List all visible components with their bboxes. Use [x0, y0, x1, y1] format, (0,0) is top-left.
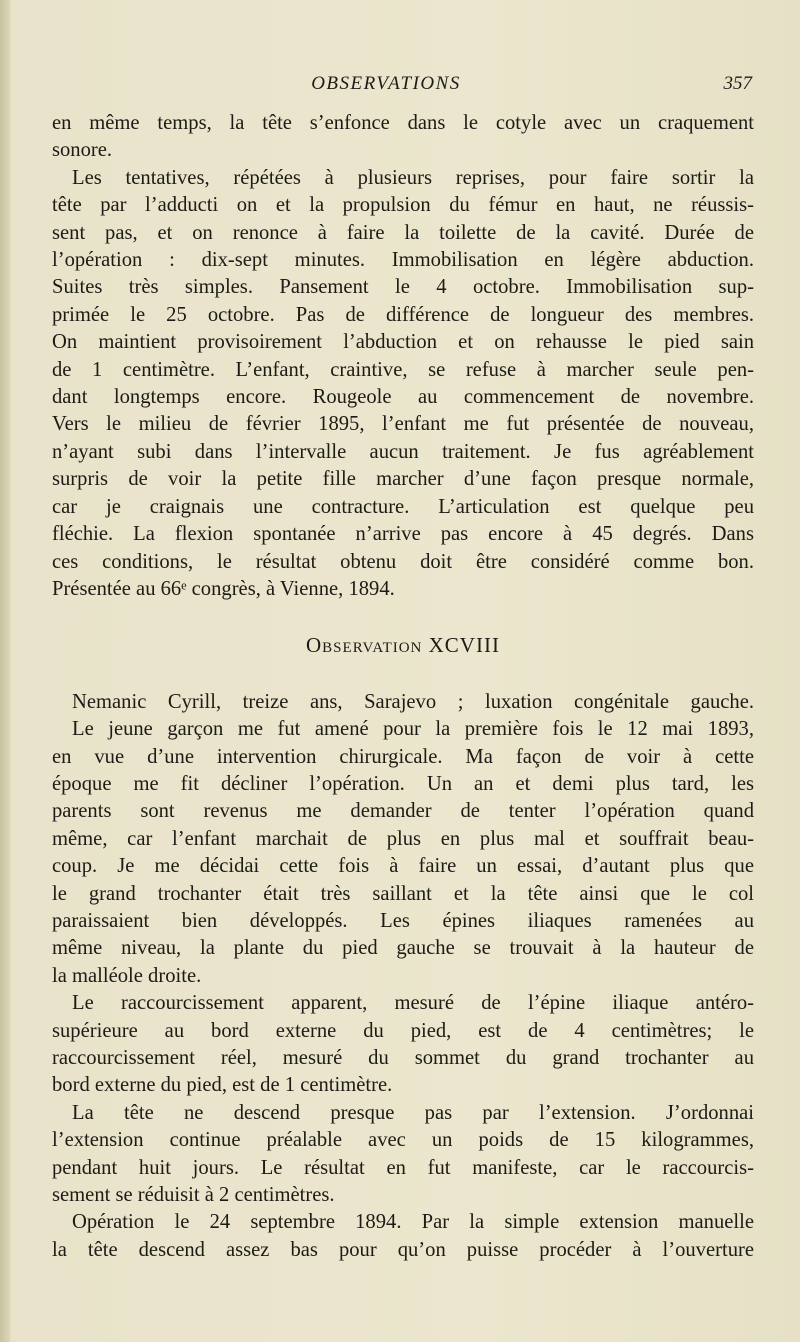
text-line: même, car l’enfant marchait de plus en plus mal et souffrait beau- [52, 827, 754, 850]
text-line: sement se réduisit à 2 centimètres. [52, 1184, 335, 1207]
text-line: sent pas, et on renonce à faire la toilette de la cavité. Durée de [52, 221, 754, 244]
paragraph-2 [52, 165, 754, 604]
paragraph-6 [52, 1209, 754, 1264]
text-line: en vue d’une intervention chirurgicale. Ma façon de voir à cette [52, 745, 754, 768]
text-line: Présentée au 66ᵉ congrès, à Vienne, 1894. [52, 577, 395, 600]
text-line: même niveau, la plante du pied gauche se trouvait à la hauteur de [52, 937, 754, 960]
text-line: Le jeune garçon me fut amené pour la première fois le 12 mai 1893, [72, 718, 754, 741]
text-line: n’ayant subi dans l’intervalle aucun traitement. Je fus agréablement [52, 440, 754, 463]
text-line: parents sont revenus me demander de tenter l’opération quand [52, 800, 754, 823]
text-line: la tête descend assez bas pour qu’on puisse procéder à l’ouverture [52, 1238, 754, 1261]
text-line: Les tentatives, répétées à plusieurs reprises, pour faire sortir la [72, 166, 754, 189]
text-line: époque me fit décliner l’opération. Un an et demi plus tard, les [52, 772, 754, 795]
running-head [0, 73, 800, 97]
text-line: coup. Je me décidai cette fois à faire un essai, d’autant plus que [52, 855, 754, 878]
text-line: La tête ne descend presque pas par l’extension. J’ordonnai [72, 1101, 754, 1124]
text-line: l’opération : dix-sept minutes. Immobilisation en légère abduction. [52, 249, 754, 272]
text-line: Suites très simples. Pansement le 4 octobre. Immobilisation sup- [52, 276, 754, 299]
paragraph-5 [52, 1100, 754, 1210]
text-line: le grand trochanter était très saillant et la tête ainsi que le col [52, 882, 754, 905]
text-line: supérieure au bord externe du pied, est de 4 centimètres; le [52, 1019, 754, 1042]
text-line: Le raccourcissement apparent, mesuré de l’épine iliaque antéro- [72, 992, 754, 1015]
text-line: tête par l’adducti on et la propulsion du fémur en haut, ne réussis- [52, 194, 754, 217]
text-line: On maintient provisoirement l’abduction et on rehausse le pied sain [52, 331, 754, 354]
page-binding-edge [0, 0, 10, 1342]
page-number: 357 [723, 73, 752, 94]
paragraph-1 [52, 110, 754, 165]
text-line: Nemanic Cyrill, treize ans, Sarajevo ; luxation congénitale gauche. [72, 690, 754, 713]
text-line: Vers le milieu de février 1895, l’enfant me fut présentée de nouveau, [52, 413, 754, 436]
running-head-title: OBSERVATIONS [311, 73, 461, 94]
text-line: paraissaient bien développés. Les épines iliaques ramenées au [52, 909, 754, 932]
text-line: ces conditions, le résultat obtenu doit être considéré comme bon. [52, 550, 754, 573]
text-line: fléchie. La flexion spontanée n’arrive pas encore à 45 degrés. Dans [52, 523, 754, 546]
text-line: sonore. [52, 139, 113, 162]
text-line: raccourcissement réel, mesuré du sommet du grand trochanter au [52, 1047, 754, 1069]
text-line: la malléole droite. [52, 964, 202, 987]
text-line: de 1 centimètre. L’enfant, craintive, se refuse à marcher seule pen- [52, 358, 754, 381]
observation-heading: Observation XCVIII [306, 633, 500, 658]
text-line: surpris de voir la petite fille marcher d’une façon presque normale, [52, 468, 754, 491]
text-line: dant longtemps encore. Rougeole au commencement de novembre. [52, 386, 754, 409]
text-line: l’extension continue préalable avec un poids de 15 kilogrammes, [52, 1129, 754, 1152]
text-line: en même temps, la tête s’enfonce dans le cotyle avec un craquement [52, 112, 754, 134]
paragraph-4 [52, 990, 754, 1100]
body-text [52, 110, 754, 1264]
text-line: primée le 25 octobre. Pas de différence de longueur des membres. [52, 303, 754, 326]
paragraph-3 [52, 689, 754, 990]
text-line: bord externe du pied, est de 1 centimètre. [52, 1074, 393, 1097]
text-line: pendant huit jours. Le résultat en fut manifeste, car le raccourcis- [52, 1156, 754, 1179]
text-line: car je craignais une contracture. L’articulation est quelque peu [52, 495, 754, 518]
text-line: Opération le 24 septembre 1894. Par la simple extension manuelle [72, 1211, 754, 1234]
